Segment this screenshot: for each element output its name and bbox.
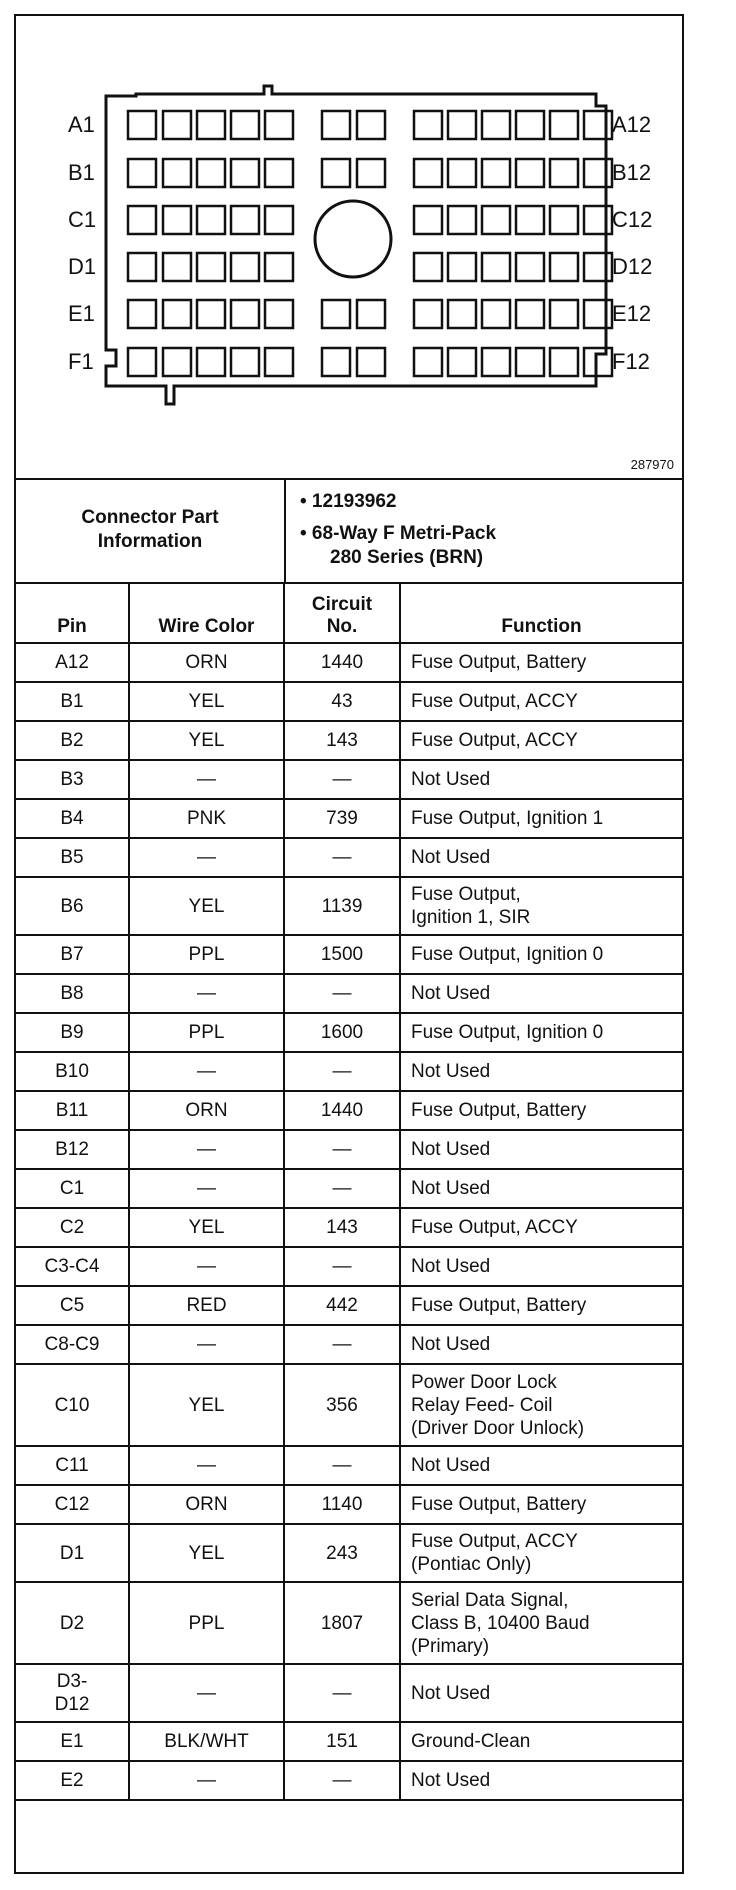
cell-function: Not Used [400,1247,682,1286]
cell-pin: B7 [16,935,129,974]
pin-cavity [516,111,544,139]
connector-description-2: 280 Series (BRN) [330,547,484,568]
pin-cavity [322,348,350,376]
cell-function: Not Used [400,1052,682,1091]
cell-function: Not Used [400,1761,682,1800]
part-number: • 12193962 [300,491,397,512]
pin-cavity [265,300,293,328]
cell-function: Not Used [400,1446,682,1485]
cell-wire-color: RED [129,1286,284,1325]
cell-circuit: 1440 [284,1091,400,1130]
pin-cavity [516,300,544,328]
pin-cavity [197,159,225,187]
pin-cavity [322,159,350,187]
cell-circuit: — [284,760,400,799]
row-label-right: A12 [612,112,652,137]
cell-wire-color: — [129,1247,284,1286]
table-row [16,1052,682,1091]
cell-circuit: — [284,1446,400,1485]
connector-sheet [14,14,684,1874]
pin-cavity [448,300,476,328]
pin-cavity [265,206,293,234]
pin-cavity [265,111,293,139]
info-label-line1: Connector Part [81,507,219,528]
header-circuit [284,582,400,643]
pin-cavity [231,300,259,328]
cell-circuit: 1807 [284,1582,400,1664]
cell-pin: C8-C9 [16,1325,129,1364]
cell-function: Fuse Output, ACCY (Pontiac Only) [400,1524,682,1582]
table-row [16,1524,682,1582]
pin-cavity [482,206,510,234]
cell-function: Ground-Clean [400,1722,682,1761]
figure-id: 287970 [630,457,674,472]
cell-wire-color: ORN [129,1485,284,1524]
pin-cavity [128,206,156,234]
cell-pin: B9 [16,1013,129,1052]
table-row [16,1286,682,1325]
cell-pin: B6 [16,877,129,935]
pin-cavity [550,159,578,187]
cell-pin: C12 [16,1485,129,1524]
table-row [16,1208,682,1247]
row-label-right: E12 [612,301,652,326]
cell-pin: B4 [16,799,129,838]
table-row [16,760,682,799]
cell-wire-color: YEL [129,721,284,760]
connector-description-1: • 68-Way F Metri-Pack [300,523,497,544]
cell-function: Power Door Lock Relay Feed- Coil (Driver Door Unlock) [400,1364,682,1446]
pin-cavity [265,348,293,376]
header-wire-color: Wire Color [129,582,284,643]
cell-circuit: 43 [284,682,400,721]
pin-cavity [128,253,156,281]
header-function: Function [400,582,682,643]
header-circuit-line2: No. [326,616,358,637]
cell-function: Not Used [400,974,682,1013]
cell-pin: B12 [16,1130,129,1169]
pin-cavity [231,253,259,281]
cell-circuit: 739 [284,799,400,838]
cell-circuit: — [284,1664,400,1722]
pin-cavity [584,348,612,376]
pin-cavity [128,348,156,376]
cell-circuit: 442 [284,1286,400,1325]
cell-wire-color: PPL [129,1013,284,1052]
table-row [16,1091,682,1130]
cell-circuit: — [284,1247,400,1286]
cell-pin: E2 [16,1761,129,1800]
table-row [16,1364,682,1446]
cell-circuit: — [284,974,400,1013]
cell-circuit: 1500 [284,935,400,974]
row-label-left: B1 [68,160,95,185]
pin-cavity [414,300,442,328]
cell-pin: C10 [16,1364,129,1446]
cell-pin: B1 [16,682,129,721]
table-row [16,838,682,877]
header-circuit-line1: Circuit [311,594,373,615]
pin-cavity [584,253,612,281]
pin-cavity [197,206,225,234]
cell-wire-color: PPL [129,935,284,974]
cell-pin: D1 [16,1524,129,1582]
pin-cavity [357,159,385,187]
pin-cavity [448,206,476,234]
pin-cavity [482,300,510,328]
table-row [16,1722,682,1761]
cell-function: Fuse Output, ACCY [400,1208,682,1247]
cell-function: Fuse Output, ACCY [400,721,682,760]
cell-wire-color: — [129,838,284,877]
cell-wire-color: — [129,1169,284,1208]
cell-wire-color: — [129,1325,284,1364]
pin-cavity [128,111,156,139]
cell-pin: B10 [16,1052,129,1091]
pin-cavity [550,111,578,139]
pin-cavity [163,159,191,187]
pin-cavity [414,253,442,281]
header-pin: Pin [16,582,129,643]
row-label-right: F12 [612,349,650,374]
cell-function: Fuse Output, Ignition 1 [400,799,682,838]
pin-cavity [414,111,442,139]
pin-cavity [197,300,225,328]
cell-circuit: — [284,838,400,877]
cell-pin: B2 [16,721,129,760]
pin-cavity [128,159,156,187]
pin-cavity [197,348,225,376]
connector-diagram [16,16,682,480]
pin-cavity [231,206,259,234]
cell-circuit: — [284,1325,400,1364]
cell-wire-color: ORN [129,1091,284,1130]
pin-cavity [448,253,476,281]
table-row [16,1013,682,1052]
pin-cavity [584,159,612,187]
cell-wire-color: YEL [129,682,284,721]
cell-circuit: — [284,1130,400,1169]
pin-cavity [163,253,191,281]
pin-cavity [322,300,350,328]
pin-cavity [550,348,578,376]
pin-cavity [448,348,476,376]
cell-function: Fuse Output, Ignition 1, SIR [400,877,682,935]
cell-wire-color: — [129,1446,284,1485]
pin-cavity [128,300,156,328]
table-row [16,1485,682,1524]
cell-circuit: 143 [284,1208,400,1247]
table-row [16,643,682,682]
cell-circuit: 1600 [284,1013,400,1052]
pin-cavity [482,111,510,139]
pinout-table [16,582,682,1801]
cell-circuit: — [284,1169,400,1208]
connector-key-circle [315,201,391,277]
cell-wire-color: — [129,1052,284,1091]
cell-wire-color: YEL [129,1208,284,1247]
pin-cavity [516,159,544,187]
pin-cavity [584,206,612,234]
cell-function: Not Used [400,838,682,877]
pin-cavity [516,206,544,234]
row-label-left: E1 [68,301,95,326]
cell-wire-color: PNK [129,799,284,838]
table-row [16,1325,682,1364]
pin-cavity [357,300,385,328]
cell-function: Fuse Output, Battery [400,1485,682,1524]
table-row [16,935,682,974]
cell-pin: B5 [16,838,129,877]
pin-cavity [448,159,476,187]
cell-pin: C5 [16,1286,129,1325]
table-row [16,799,682,838]
cell-function: Not Used [400,760,682,799]
info-label-line2: Information [97,531,203,552]
cell-pin: C11 [16,1446,129,1485]
pin-cavity [163,300,191,328]
cell-pin: A12 [16,643,129,682]
pin-cavity [322,111,350,139]
pin-cavity [482,348,510,376]
connector-part-info [16,478,682,584]
row-label-right: D12 [612,254,653,279]
row-label-left: C1 [68,207,97,232]
cell-function: Not Used [400,1325,682,1364]
table-row [16,682,682,721]
pin-cavity [414,348,442,376]
cell-wire-color: — [129,1130,284,1169]
cell-circuit: — [284,1052,400,1091]
cell-wire-color: PPL [129,1582,284,1664]
pin-cavity [231,159,259,187]
cell-function: Serial Data Signal, Class B, 10400 Baud (Primary) [400,1582,682,1664]
table-row [16,1664,682,1722]
cell-circuit: 1440 [284,643,400,682]
table-row [16,877,682,935]
cell-wire-color: YEL [129,877,284,935]
pin-cavity [550,206,578,234]
cell-pin: B11 [16,1091,129,1130]
table-row [16,721,682,760]
pin-cavity [265,159,293,187]
cell-function: Not Used [400,1169,682,1208]
pin-cavity [516,348,544,376]
pin-cavity [231,348,259,376]
pin-cavities [128,111,612,376]
pin-cavity [357,348,385,376]
row-label-left: F1 [68,349,94,374]
row-label-left: D1 [68,254,97,279]
cell-pin: B3 [16,760,129,799]
connector-face-drawing [16,16,682,476]
pin-cavity [584,300,612,328]
cell-circuit: 1140 [284,1485,400,1524]
info-label [16,478,286,582]
table-row [16,1761,682,1800]
pin-cavity [197,111,225,139]
cell-wire-color: — [129,760,284,799]
cell-circuit: 1139 [284,877,400,935]
table-row [16,974,682,1013]
cell-wire-color: — [129,974,284,1013]
cell-pin: C3-C4 [16,1247,129,1286]
cell-circuit: 243 [284,1524,400,1582]
cell-wire-color: — [129,1761,284,1800]
cell-wire-color: YEL [129,1524,284,1582]
pin-cavity [163,111,191,139]
pin-cavity [197,253,225,281]
table-row [16,1446,682,1485]
table-row [16,1247,682,1286]
table-row [16,1582,682,1664]
cell-wire-color: YEL [129,1364,284,1446]
cell-function: Fuse Output, Ignition 0 [400,935,682,974]
row-label-right: C12 [612,207,653,232]
pin-cavity [482,159,510,187]
cell-function: Fuse Output, Battery [400,1286,682,1325]
cell-function: Fuse Output, ACCY [400,682,682,721]
table-header-row [16,582,682,643]
cell-pin: D2 [16,1582,129,1664]
cell-pin: B8 [16,974,129,1013]
cell-pin: E1 [16,1722,129,1761]
cell-circuit: 151 [284,1722,400,1761]
cell-circuit: 356 [284,1364,400,1446]
pin-cavity [414,159,442,187]
pin-cavity [265,253,293,281]
pin-cavity [231,111,259,139]
pin-cavity [163,206,191,234]
cell-function: Not Used [400,1664,682,1722]
cell-pin: D3- D12 [16,1664,129,1722]
row-label-left: A1 [68,112,95,137]
cell-pin: C1 [16,1169,129,1208]
info-values [300,490,496,570]
cell-function: Fuse Output, Battery [400,1091,682,1130]
pin-cavity [482,253,510,281]
pin-cavity [163,348,191,376]
pin-cavity [448,111,476,139]
table-row [16,1169,682,1208]
cell-circuit: 143 [284,721,400,760]
pin-cavity [550,300,578,328]
cell-wire-color: — [129,1664,284,1722]
pin-cavity [357,111,385,139]
cell-function: Not Used [400,1130,682,1169]
cell-circuit: — [284,1761,400,1800]
cell-function: Fuse Output, Battery [400,643,682,682]
cell-pin: C2 [16,1208,129,1247]
table-row [16,1130,682,1169]
pin-cavity [414,206,442,234]
pin-cavity [516,253,544,281]
pin-cavity [584,111,612,139]
pin-cavity [550,253,578,281]
cell-function: Fuse Output, Ignition 0 [400,1013,682,1052]
row-label-right: B12 [612,160,652,185]
cell-wire-color: ORN [129,643,284,682]
cell-wire-color: BLK/WHT [129,1722,284,1761]
